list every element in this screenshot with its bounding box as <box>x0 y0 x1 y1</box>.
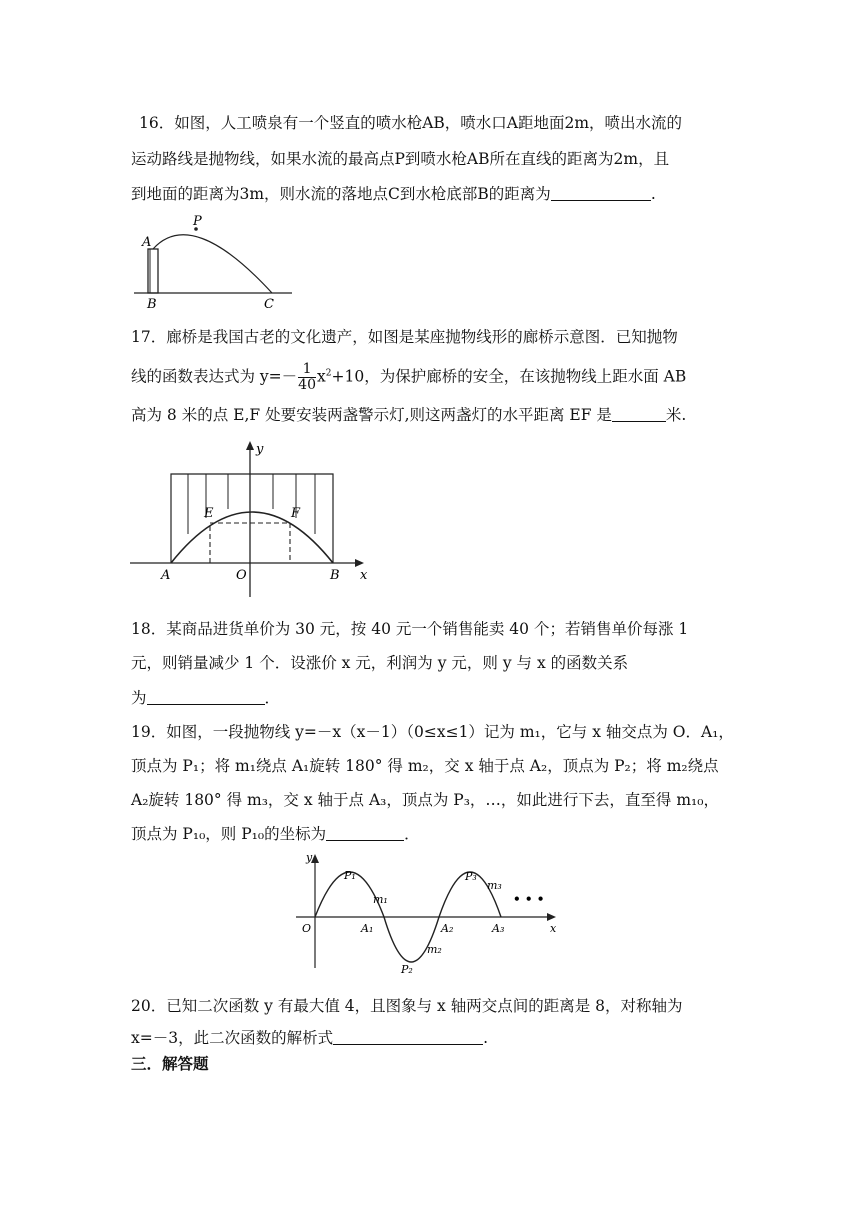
q17-label-F: F <box>291 506 301 521</box>
q17-line-2-a: 线的函数表达式为 y=－ <box>131 367 298 386</box>
q16-fountain-figure <box>132 212 302 312</box>
q19-line-4 <box>131 824 420 844</box>
q19-label-P3: P₃ <box>465 870 477 883</box>
q19-line-1: 19．如图，一段抛物线 y=－x（x－1）（0≤x≤1）记为 m₁，它与 x 轴交点为 O．A₁， <box>131 723 734 741</box>
q18-line-3 <box>131 688 280 708</box>
q17-line-2-c: +10，为保护廊桥的安全，在该抛物线上距水面 AB <box>331 367 687 386</box>
q20-line-2-a: x=－3，此二次函数的解析式 <box>131 1029 334 1047</box>
section-heading: 三．解答题 <box>131 1055 209 1073</box>
q17-line-2-b: x <box>317 367 326 386</box>
q16-line-3 <box>131 184 656 204</box>
q16-answer-blank <box>551 184 651 201</box>
q19-label-m3: m₃ <box>487 879 502 892</box>
q17-line-3 <box>131 405 686 425</box>
q16-line-3-end: . <box>650 185 656 203</box>
q17-label-O: O <box>236 568 247 583</box>
q16-line-2: 运动路线是抛物线，如果水流的最高点P到喷水枪AB所在直线的距离为2m，且 <box>131 150 670 168</box>
q18-line-2: 元，则销量减少 1 个．设涨价 x 元，利润为 y 元，则 y 与 x 的函数关系 <box>131 654 629 672</box>
q17-line-1: 17．廊桥是我国古老的文化遗产，如图是某座抛物线形的廊桥示意图．已知抛物 <box>131 328 678 346</box>
q16-label-A: A <box>142 235 152 250</box>
q19-line-4-b: ． <box>404 825 420 843</box>
q20-line-1: 20．已知二次函数 y 有最大值 4，且图象与 x 轴两交点间的距离是 8，对称轴为 <box>131 997 683 1015</box>
q17-answer-blank <box>612 405 666 422</box>
q17-frac-denominator: 40 <box>298 377 316 393</box>
q19-line-3: A₂旋转 180° 得 m₃，交 x 轴于点 A₃，顶点为 P₃，…，如此进行下去，直至得 m₁₀， <box>131 791 719 809</box>
q17-fraction <box>298 362 316 393</box>
q17-frac-numerator: 1 <box>302 361 312 377</box>
q16-label-B: B <box>147 297 157 312</box>
q19-label-x: x <box>550 922 557 935</box>
q19-line-4-a: 顶点为 P₁₀，则 P₁₀的坐标为 <box>131 825 327 843</box>
q20-line-2 <box>131 1028 488 1048</box>
q18-line-3-b: ． <box>264 689 281 707</box>
q19-label-P1: P₁ <box>344 869 356 882</box>
q17-line-2 <box>131 362 686 393</box>
q17-line-3-a: 高为 8 米的点 E,F 处要安装两盏警示灯,则这两盏灯的水平距离 EF 是 <box>131 406 612 424</box>
q16-label-P: P <box>193 214 202 229</box>
q19-label-A3: A₃ <box>492 922 505 935</box>
q16-label-C: C <box>264 297 274 312</box>
q19-label-m1: m₁ <box>373 893 388 906</box>
q19-label-A1: A₁ <box>361 922 374 935</box>
q19-line-2: 顶点为 P₁；将 m₁绕点 A₁旋转 180° 得 m₂，交 x 轴于点 A₂，顶点为 P₂；将 m₂绕点 <box>131 757 719 775</box>
q17-label-y: y <box>256 442 264 457</box>
q17-label-B: B <box>330 568 340 583</box>
q17-label-E: E <box>204 506 214 521</box>
q17-label-x: x <box>360 568 368 583</box>
q19-label-P2: P₂ <box>401 963 413 976</box>
q20-answer-blank <box>333 1028 483 1045</box>
q17-exponent: 2 <box>325 368 332 379</box>
q16-line-1: 16．如图，人工喷泉有一个竖直的喷水枪AB，喷水口A距地面2m，喷出水流的 <box>139 114 683 132</box>
q19-label-O: O <box>302 922 312 935</box>
q18-line-3-a: 为 <box>131 689 147 707</box>
q19-parabola-figure <box>294 850 564 980</box>
q18-line-1: 18．某商品进货单价为 30 元，按 40 元一个销售能卖 40 个；若销售单价每涨 1 <box>131 620 689 638</box>
q17-bridge-figure <box>128 437 378 607</box>
q19-label-y: y <box>306 851 313 864</box>
q19-label-A2: A₂ <box>441 922 454 935</box>
q17-label-A: A <box>161 568 171 583</box>
q17-line-3-b: 米. <box>665 406 687 424</box>
q19-label-m2: m₂ <box>427 943 442 956</box>
q16-line-3-text: 到地面的距离为3m，则水流的落地点C到水枪底部B的距离为 <box>131 185 551 203</box>
q19-ellipsis: • • • <box>513 892 545 906</box>
q19-answer-blank <box>326 824 404 841</box>
q18-answer-blank <box>147 688 265 705</box>
q20-line-2-b: . <box>483 1029 489 1047</box>
